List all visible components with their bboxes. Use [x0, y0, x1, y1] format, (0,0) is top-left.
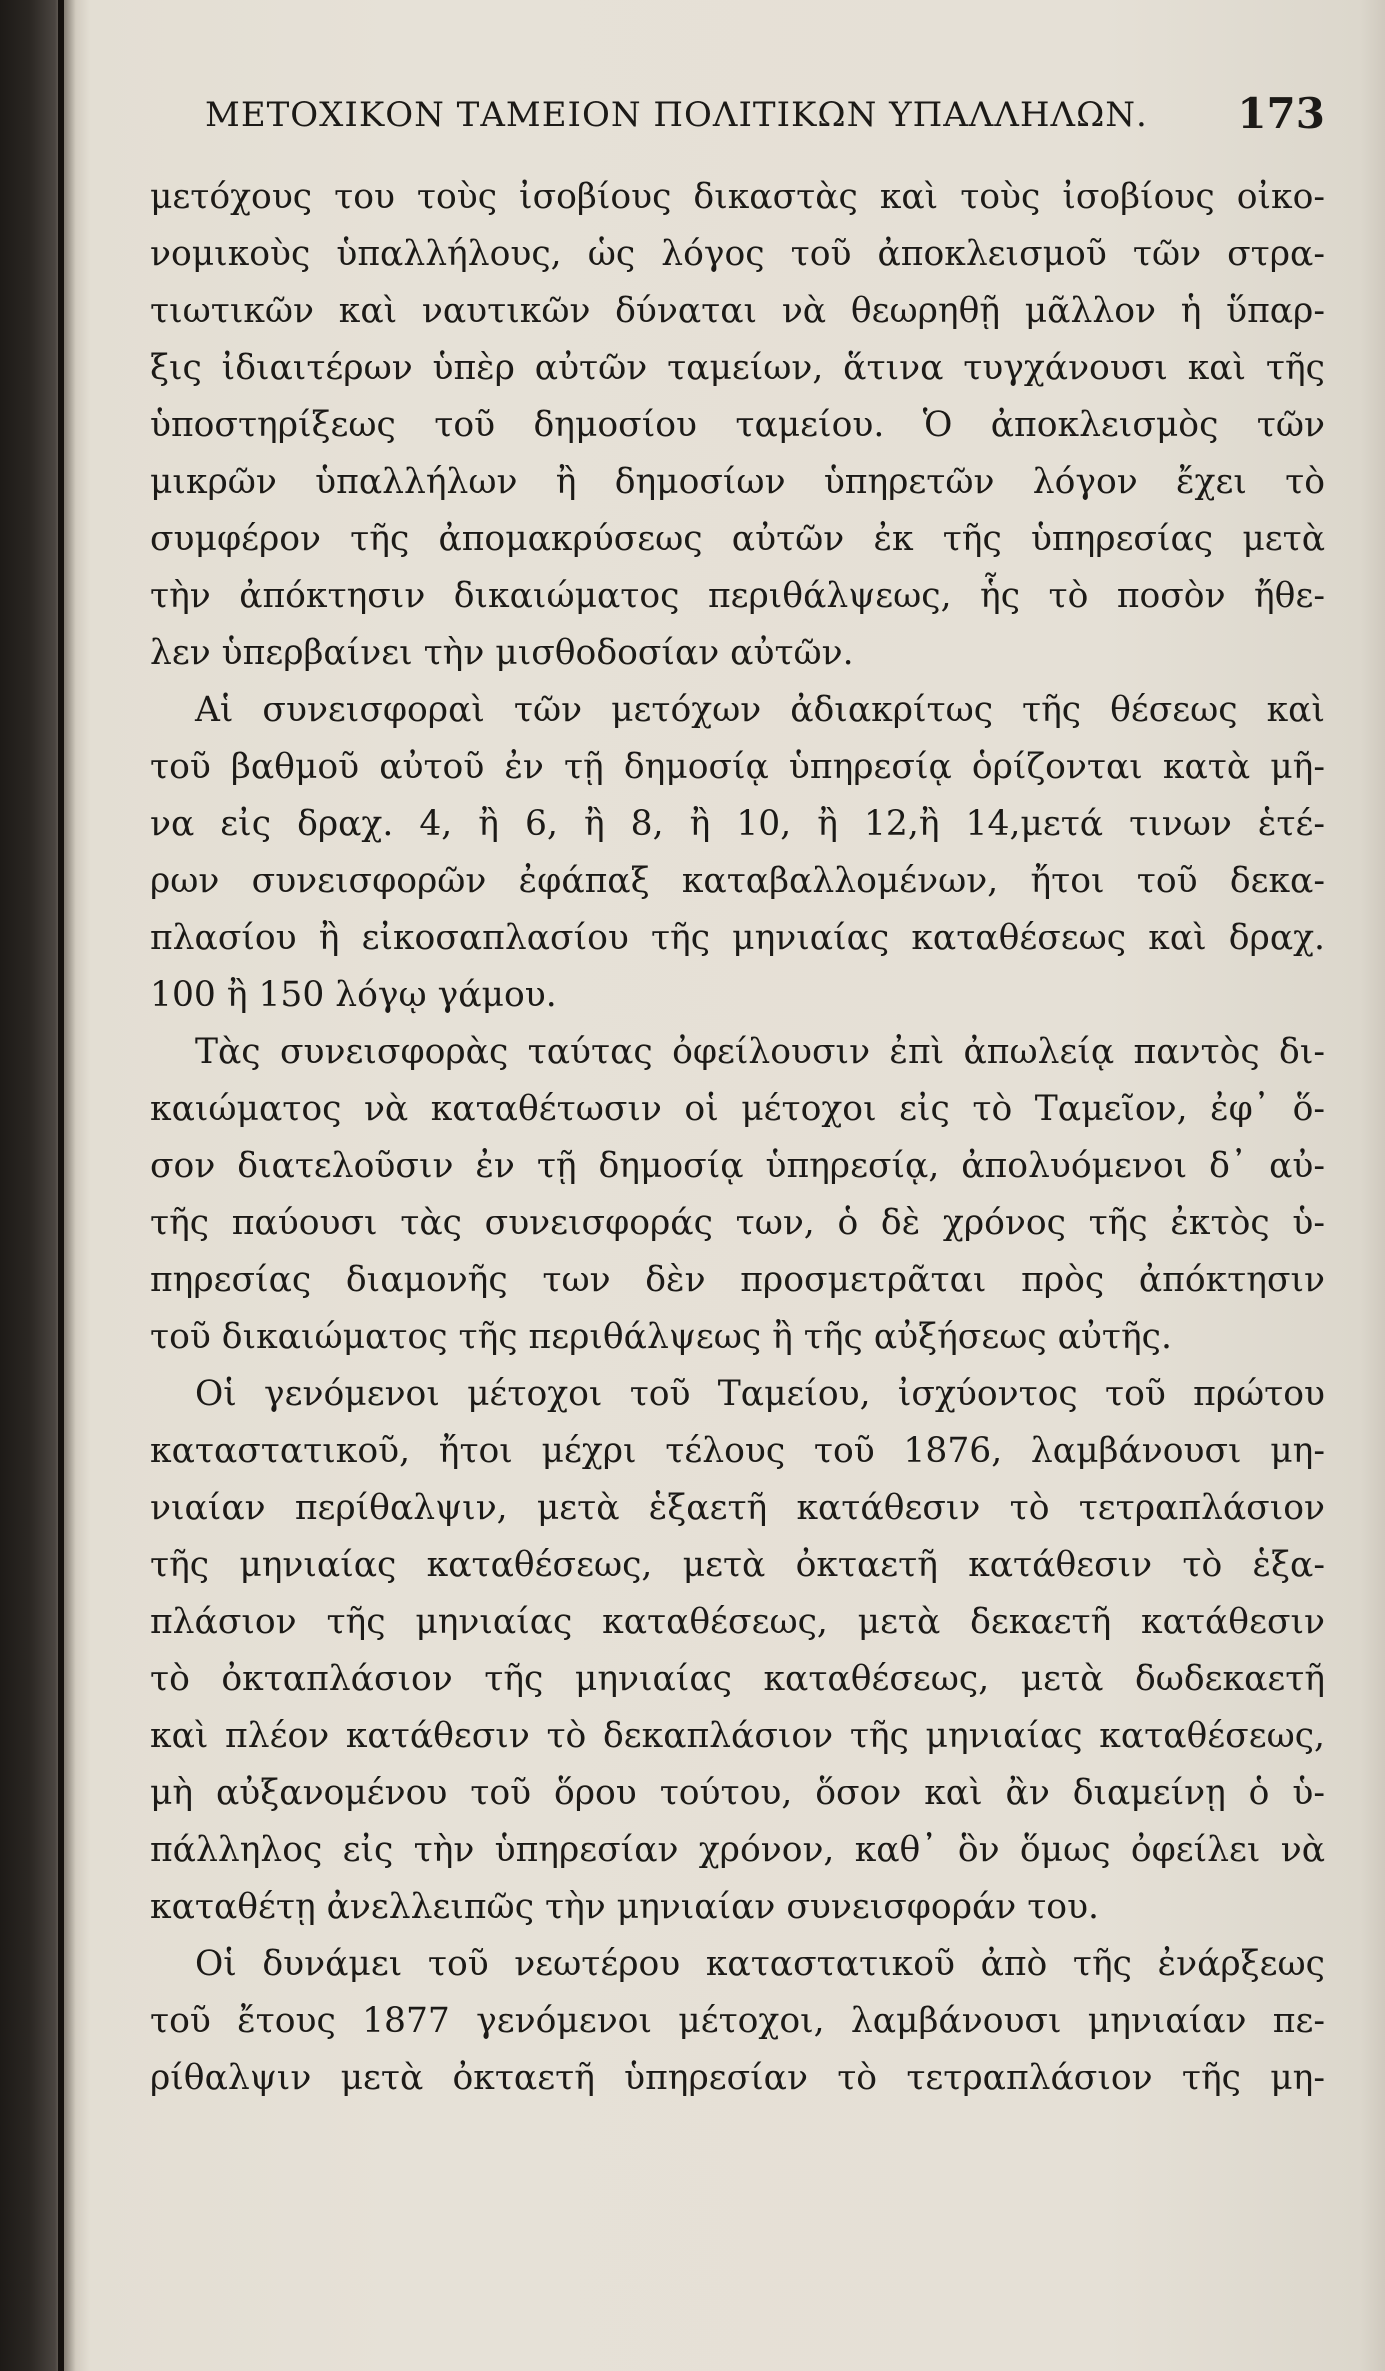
paragraph-4 [150, 1366, 1325, 1936]
text-line: πηρεσίας διαμονῆς των δὲν προσμετρᾶται πρὸς ἀπόκτησιν [150, 1260, 1325, 1300]
text-line: τοῦ δικαιώματος τῆς περιθάλψεως ἢ τῆς αὐξήσεως αὐτῆς. [150, 1317, 1172, 1357]
text-line: καιώματος νὰ καταθέτωσιν οἱ μέτοχοι εἰς τὸ Ταμεῖον, ἐφ᾽ ὅ- [150, 1089, 1325, 1129]
text-line: μὴ αὐξανομένου τοῦ ὅρου τούτου, ὅσον καὶ ἂν διαμείνῃ ὁ ὑ- [150, 1773, 1325, 1813]
paragraph-5 [150, 1936, 1325, 2107]
text-line: Αἱ συνεισφοραὶ τῶν μετόχων ἀδιακρίτως τῆς θέσεως καὶ [195, 690, 1325, 730]
text-line: τοῦ ἔτους 1877 γενόμενοι μέτοχοι, λαμβάνουσι μηνιαίαν πε- [150, 2001, 1325, 2041]
paragraph-1 [150, 169, 1325, 682]
text-line: τιωτικῶν καὶ ναυτικῶν δύναται νὰ θεωρηθῇ μᾶλλον ἡ ὕπαρ- [150, 291, 1325, 331]
paragraph-3 [150, 1024, 1325, 1366]
text-line: τῆς μηνιαίας καταθέσεως, μετὰ ὀκταετῆ κατάθεσιν τὸ ἑξα- [150, 1545, 1325, 1585]
text-line: τοῦ βαθμοῦ αὐτοῦ ἐν τῇ δημοσίᾳ ὑπηρεσίᾳ ὁρίζονται κατὰ μῆ- [150, 747, 1325, 787]
text-line: καὶ πλέον κατάθεσιν τὸ δεκαπλάσιον τῆς μηνιαίας καταθέσεως, [150, 1716, 1325, 1756]
text-line: Οἱ δυνάμει τοῦ νεωτέρου καταστατικοῦ ἀπὸ τῆς ἐνάρξεως [195, 1944, 1325, 1984]
text-line: νομικοὺς ὑπαλλήλους, ὡς λόγος τοῦ ἀποκλεισμοῦ τῶν στρα- [150, 234, 1325, 274]
text-line: 100 ἢ 150 λόγῳ γάμου. [150, 975, 557, 1015]
text-line: πάλληλος εἰς τὴν ὑπηρεσίαν χρόνον, καθ᾽ ὃν ὅμως ὀφείλει νὰ [150, 1830, 1325, 1870]
text-line: συμφέρον τῆς ἀπομακρύσεως αὐτῶν ἐκ τῆς ὑπηρεσίας μετὰ [150, 519, 1325, 559]
text-line: ρων συνεισφορῶν ἐφάπαξ καταβαλλομένων, ἤτοι τοῦ δεκα- [150, 861, 1325, 901]
text-line: μετόχους του τοὺς ἰσοβίους δικαστὰς καὶ τοὺς ἰσοβίους οἰκο- [150, 177, 1325, 217]
text-line: τῆς παύουσι τὰς συνεισφοράς των, ὁ δὲ χρόνος τῆς ἐκτὸς ὑ- [150, 1203, 1325, 1243]
page-text [150, 89, 1325, 2107]
paragraph-2 [150, 682, 1325, 1024]
text-line: Οἱ γενόμενοι μέτοχοι τοῦ Ταμείου, ἰσχύοντος τοῦ πρώτου [195, 1374, 1325, 1414]
page-number: 173 [1237, 89, 1325, 138]
text-line: Τὰς συνεισφορὰς ταύτας ὀφείλουσιν ἐπὶ ἀπωλείᾳ παντὸς δι- [195, 1032, 1325, 1072]
text-line: καταθέτῃ ἀνελλειπῶς τὴν μηνιαίαν συνεισφοράν του. [150, 1887, 1100, 1927]
text-line: ὑποστηρίξεως τοῦ δημοσίου ταμείου. Ὁ ἀποκλεισμὸς τῶν [150, 405, 1325, 445]
binding-gutter [58, 0, 64, 2371]
text-line: πλασίου ἢ εἰκοσαπλασίου τῆς μηνιαίας καταθέσεως καὶ δραχ. [150, 918, 1325, 958]
text-line: νιαίαν περίθαλψιν, μετὰ ἑξαετῆ κατάθεσιν τὸ τετραπλάσιον [150, 1488, 1325, 1528]
text-line: λεν ὑπερβαίνει τὴν μισθοδοσίαν αὐτῶν. [150, 633, 854, 673]
text-line: καταστατικοῦ, ἤτοι μέχρι τέλους τοῦ 1876, λαμβάνουσι μη- [150, 1431, 1325, 1471]
text-line: τὴν ἀπόκτησιν δικαιώματος περιθάλψεως, ἧς τὸ ποσὸν ἤθε- [150, 576, 1325, 616]
text-line: ξις ἰδιαιτέρων ὑπὲρ αὐτῶν ταμείων, ἅτινα τυγχάνουσι καὶ τῆς [150, 348, 1325, 388]
running-head [150, 89, 1325, 151]
text-line: τὸ ὀκταπλάσιον τῆς μηνιαίας καταθέσεως, μετὰ δωδεκαετῆ [150, 1659, 1325, 1699]
text-line: σον διατελοῦσιν ἐν τῇ δημοσίᾳ ὑπηρεσίᾳ, ἀπολυόμενοι δ᾽ αὐ- [150, 1146, 1325, 1186]
text-line: πλάσιον τῆς μηνιαίας καταθέσεως, μετὰ δεκαετῆ κατάθεσιν [150, 1602, 1325, 1642]
text-line: ρίθαλψιν μετὰ ὀκταετῆ ὑπηρεσίαν τὸ τετραπλάσιον τῆς μη- [150, 2058, 1325, 2098]
running-head-title: ΜΕΤΟΧΙΚΟΝ ΤΑΜΕΙΟΝ ΠΟΛΙΤΙΚΩΝ ΥΠΑΛΛΗΛΩΝ. [205, 95, 1148, 135]
text-line: να εἰς δραχ. 4, ἢ 6, ἢ 8, ἢ 10, ἢ 12,ἢ 14,μετά τινων ἑτέ- [150, 804, 1325, 844]
text-line: μικρῶν ὑπαλλήλων ἢ δημοσίων ὑπηρετῶν λόγον ἔχει τὸ [150, 462, 1325, 502]
